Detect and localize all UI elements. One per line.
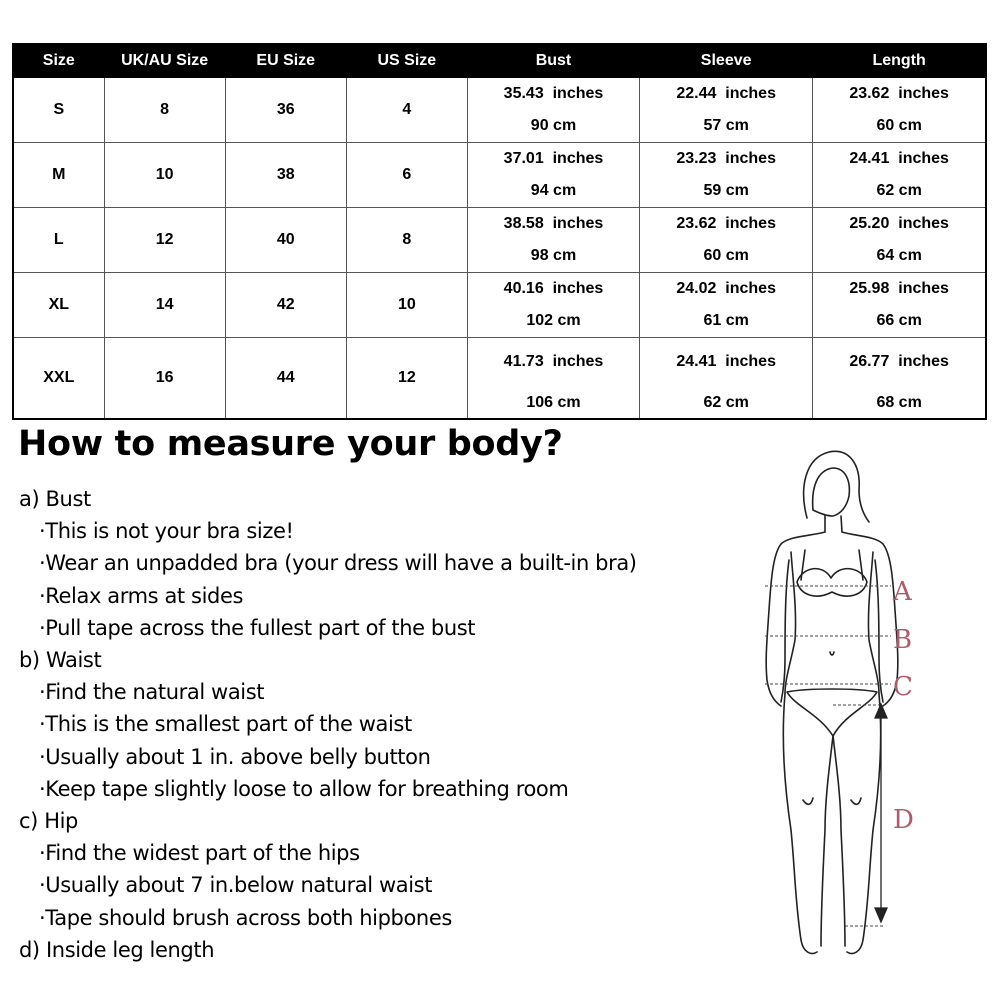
label-b: B [893,625,913,655]
cell-eu: 42 [225,273,346,338]
sleeve-cm: 61 cm [703,312,749,329]
bust-inches: 41.73 inches [503,353,604,370]
cell-sleeve [640,208,813,273]
label-a: A [893,577,912,607]
cell-sleeve [640,273,813,338]
header-uk-au-size: UK/AU Size [104,44,225,78]
cell-eu: 36 [225,78,346,143]
cell-eu: 40 [225,208,346,273]
header-sleeve: Sleeve [640,44,813,78]
guide-step: ·Find the natural waist [39,680,265,705]
cell-bust [467,208,639,273]
guide-step: ·Wear an unpadded bra (your dress will have a built-in bra) [39,551,637,576]
guide-step: ·Usually about 1 in. above belly button [39,744,431,769]
table-row [13,338,986,419]
cell-eu: 44 [225,338,346,419]
cell-size: XL [13,273,104,338]
cell-uk-au: 8 [104,78,225,143]
guide-step: ·Tape should brush across both hipbones [39,905,452,930]
sleeve-cm: 60 cm [703,247,749,264]
bust-inches: 38.58 inches [503,215,604,232]
body-outline [766,451,898,953]
guide-step: ·This is the smallest part of the waist [39,712,412,737]
cell-uk-au: 12 [104,208,225,273]
cell-length [813,208,986,273]
cell-sleeve [640,338,813,419]
length-cm: 68 cm [876,394,922,411]
header-size: Size [13,44,104,78]
bust-cm: 98 cm [530,247,577,264]
bust-cm: 106 cm [526,394,581,411]
sleeve-inches: 23.23 inches [676,150,776,167]
cell-size: L [13,208,104,273]
cell-size: S [13,78,104,143]
sleeve-inches: 24.02 inches [676,280,776,297]
section-heading-hip: c) Hip [19,809,78,834]
cell-uk-au: 14 [104,273,225,338]
header-eu-size: EU Size [225,44,346,78]
cell-uk-au: 16 [104,338,225,419]
header-us-size: US Size [346,44,467,78]
header-bust: Bust [467,44,639,78]
cell-size: M [13,143,104,208]
guide-step: ·Keep tape slightly loose to allow for breathing room [39,776,569,801]
cell-us: 6 [346,143,467,208]
guide-step: ·Pull tape across the fullest part of the bust [39,615,476,640]
table-row [13,143,986,208]
length-inches: 25.98 inches [849,280,949,297]
table-row [13,208,986,273]
guide-step: ·Usually about 7 in.below natural waist [39,873,433,898]
sleeve-inches: 22.44 inches [676,85,776,102]
header-length: Length [813,44,986,78]
cell-length [813,338,986,419]
length-inches: 25.20 inches [849,215,949,232]
label-c: C [893,672,913,702]
cell-us: 12 [346,338,467,419]
cell-bust [467,78,639,143]
bust-cm: 102 cm [526,312,581,329]
cell-bust [467,273,639,338]
length-inches: 23.62 inches [849,85,949,102]
section-heading-waist: b) Waist [19,648,102,673]
label-d: D [893,805,914,835]
cell-sleeve [640,143,813,208]
cell-length [813,78,986,143]
cell-bust [467,143,639,208]
cell-us: 8 [346,208,467,273]
sleeve-cm: 59 cm [703,182,749,199]
cell-size: XXL [13,338,104,419]
guide-title: How to measure your body? [18,424,563,464]
cell-us: 4 [346,78,467,143]
length-cm: 62 cm [876,182,922,199]
length-cm: 64 cm [876,247,922,264]
cell-uk-au: 10 [104,143,225,208]
length-cm: 60 cm [876,117,922,134]
guide-step: ·Find the widest part of the hips [39,841,360,866]
cell-bust [467,338,639,419]
bust-cm: 94 cm [530,182,577,199]
length-cm: 66 cm [876,312,922,329]
cell-length [813,273,986,338]
table-row [13,78,986,143]
cell-sleeve [640,78,813,143]
cell-eu: 38 [225,143,346,208]
bust-cm: 90 cm [530,117,577,134]
inside-leg-arrow [875,704,887,922]
length-inches: 24.41 inches [849,150,949,167]
sleeve-inches: 24.41 inches [676,353,776,370]
table-header-row [13,44,986,78]
section-heading-inside-leg: d) Inside leg length [19,937,215,962]
guide-step: ·This is not your bra size! [39,519,294,544]
measurement-guide [19,483,637,966]
size-chart-table [12,43,987,420]
length-inches: 26.77 inches [849,353,949,370]
bust-inches: 40.16 inches [503,280,604,297]
cell-length [813,143,986,208]
sleeve-cm: 57 cm [703,117,749,134]
body-measurement-illustration [745,440,995,970]
sleeve-cm: 62 cm [703,394,749,411]
guide-step: ·Relax arms at sides [39,583,243,608]
bust-inches: 37.01 inches [503,150,604,167]
section-heading-bust: a) Bust [19,487,91,511]
table-row [13,273,986,338]
sleeve-inches: 23.62 inches [676,215,776,232]
cell-us: 10 [346,273,467,338]
bust-inches: 35.43 inches [503,85,604,102]
